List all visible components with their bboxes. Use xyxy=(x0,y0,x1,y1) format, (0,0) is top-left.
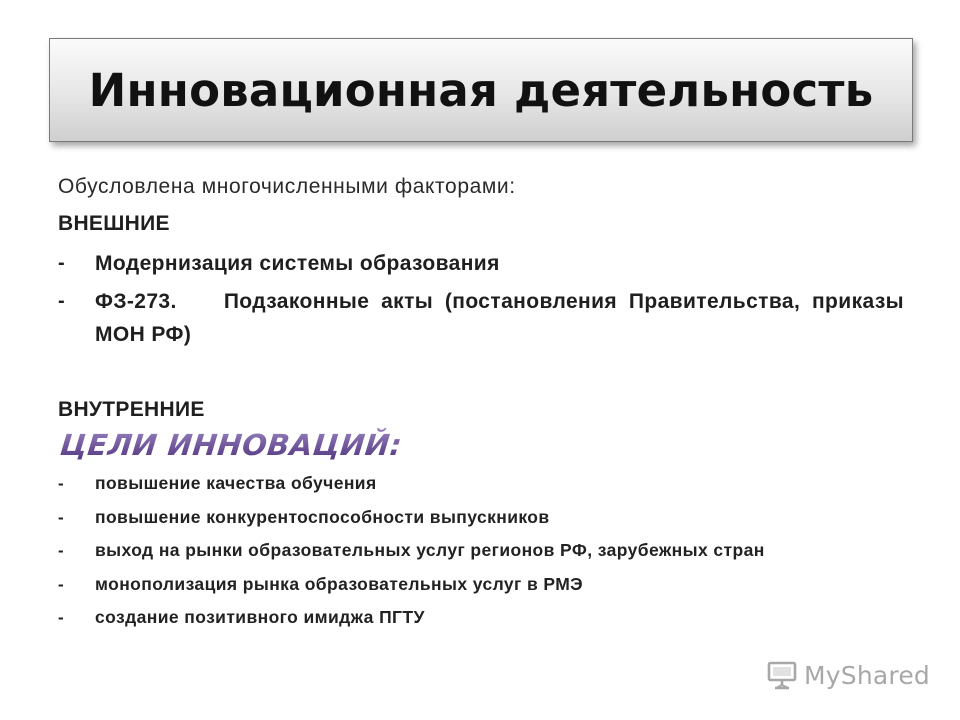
goal-item xyxy=(58,501,904,535)
goal-text: повышение конкурентоспособности выпускников xyxy=(95,506,550,527)
external-factor-text: Модернизация системы образования xyxy=(95,252,500,275)
goal-text: монополизация рынка образовательных услуг в РМЭ xyxy=(95,573,584,594)
goal-text: выход на рынки образовательных услуг регионов РФ, зарубежных стран xyxy=(95,540,765,560)
goal-text: создание позитивного имиджа ПГТУ xyxy=(95,607,425,627)
title-box xyxy=(49,38,913,142)
bullet-dash: - xyxy=(58,474,65,493)
bullet-dash: - xyxy=(58,608,65,627)
slide-content xyxy=(58,172,911,635)
bullet-dash: - xyxy=(58,574,65,594)
internal-factors-label: ВНУТРЕННИЕ xyxy=(58,398,205,421)
goal-text: повышение качества обучения xyxy=(95,473,377,493)
external-factor-item xyxy=(58,285,911,351)
external-factor-text: ФЗ-273. Подзаконные акты (постановления Правительства, приказы МОН РФ) xyxy=(95,290,911,346)
goal-item xyxy=(58,601,904,635)
bullet-dash: - xyxy=(58,541,65,560)
external-factors-label: ВНЕШНИЕ xyxy=(58,212,170,235)
bullet-dash: - xyxy=(58,290,66,312)
goal-item xyxy=(58,568,904,602)
watermark-text: MyShared xyxy=(804,660,930,690)
slide-title: Инновационная деятельность xyxy=(88,63,874,117)
goal-item xyxy=(58,467,904,501)
external-factor-item xyxy=(58,247,904,280)
bullet-dash: - xyxy=(58,507,65,527)
goal-item xyxy=(58,534,904,568)
myshared-watermark xyxy=(766,655,930,695)
goals-heading: ЦЕЛИ ИННОВАЦИЙ: xyxy=(58,427,908,467)
projector-screen-icon xyxy=(766,659,798,691)
intro-text: Обусловлена многочисленными факторами: xyxy=(58,175,516,198)
spacer xyxy=(58,356,904,395)
bullet-dash: - xyxy=(58,252,66,274)
